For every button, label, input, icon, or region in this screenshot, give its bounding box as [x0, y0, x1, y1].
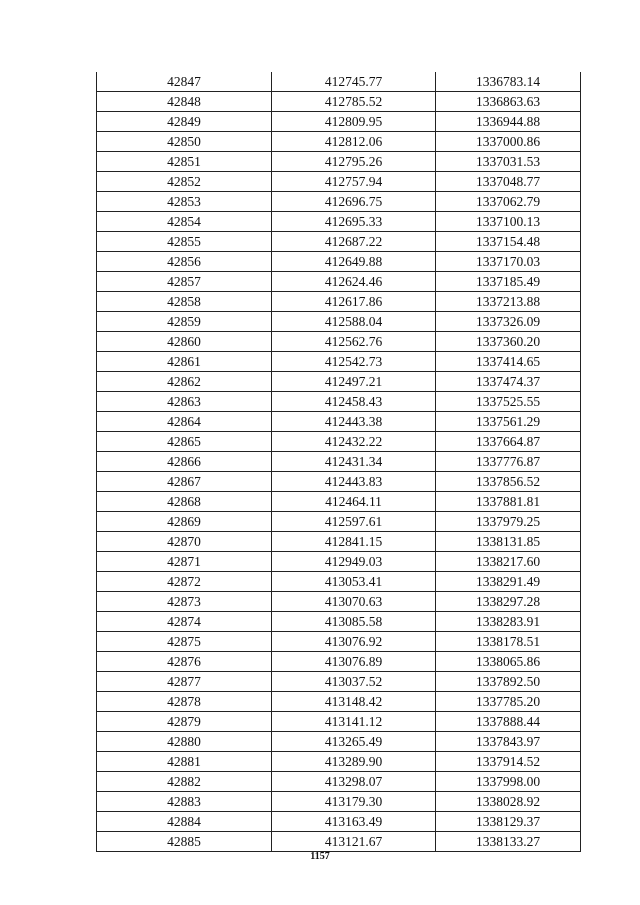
y-coordinate-cell: 1337525.55: [436, 392, 581, 412]
y-coordinate-cell: 1337048.77: [436, 172, 581, 192]
y-coordinate-cell: 1337843.97: [436, 732, 581, 752]
page-number: 1157: [310, 851, 330, 862]
point-id-cell: 42865: [97, 432, 272, 452]
point-id-cell: 42871: [97, 552, 272, 572]
y-coordinate-cell: 1338291.49: [436, 572, 581, 592]
table-row: [97, 772, 581, 792]
coordinate-table: [96, 72, 581, 852]
point-id-cell: 42848: [97, 92, 272, 112]
x-coordinate-cell: 412841.15: [272, 532, 436, 552]
y-coordinate-cell: 1337414.65: [436, 352, 581, 372]
x-coordinate-cell: 412695.33: [272, 212, 436, 232]
point-id-cell: 42856: [97, 252, 272, 272]
x-coordinate-cell: 412949.03: [272, 552, 436, 572]
table-row: [97, 612, 581, 632]
x-coordinate-cell: 412443.38: [272, 412, 436, 432]
table-row: [97, 392, 581, 412]
x-coordinate-cell: 413121.67: [272, 832, 436, 852]
x-coordinate-cell: 412497.21: [272, 372, 436, 392]
y-coordinate-cell: 1337100.13: [436, 212, 581, 232]
point-id-cell: 42880: [97, 732, 272, 752]
x-coordinate-cell: 413179.30: [272, 792, 436, 812]
table-row: [97, 512, 581, 532]
point-id-cell: 42872: [97, 572, 272, 592]
x-coordinate-cell: 413141.12: [272, 712, 436, 732]
table-row: [97, 532, 581, 552]
point-id-cell: 42855: [97, 232, 272, 252]
y-coordinate-cell: 1337474.37: [436, 372, 581, 392]
x-coordinate-cell: 412624.46: [272, 272, 436, 292]
point-id-cell: 42852: [97, 172, 272, 192]
point-id-cell: 42859: [97, 312, 272, 332]
table-row: [97, 372, 581, 392]
x-coordinate-cell: 413053.41: [272, 572, 436, 592]
x-coordinate-cell: 412597.61: [272, 512, 436, 532]
y-coordinate-cell: 1337979.25: [436, 512, 581, 532]
x-coordinate-cell: 412809.95: [272, 112, 436, 132]
x-coordinate-cell: 412617.86: [272, 292, 436, 312]
point-id-cell: 42873: [97, 592, 272, 612]
point-id-cell: 42860: [97, 332, 272, 352]
table-row: [97, 152, 581, 172]
x-coordinate-cell: 412542.73: [272, 352, 436, 372]
point-id-cell: 42862: [97, 372, 272, 392]
table-row: [97, 432, 581, 452]
y-coordinate-cell: 1337785.20: [436, 692, 581, 712]
y-coordinate-cell: 1338133.27: [436, 832, 581, 852]
table-row: [97, 132, 581, 152]
point-id-cell: 42858: [97, 292, 272, 312]
table-row: [97, 692, 581, 712]
y-coordinate-cell: 1337998.00: [436, 772, 581, 792]
point-id-cell: 42870: [97, 532, 272, 552]
point-id-cell: 42883: [97, 792, 272, 812]
table-row: [97, 292, 581, 312]
y-coordinate-cell: 1336863.63: [436, 92, 581, 112]
table-row: [97, 632, 581, 652]
table-row: [97, 212, 581, 232]
y-coordinate-cell: 1337892.50: [436, 672, 581, 692]
y-coordinate-cell: 1338131.85: [436, 532, 581, 552]
y-coordinate-cell: 1337185.49: [436, 272, 581, 292]
point-id-cell: 42850: [97, 132, 272, 152]
x-coordinate-cell: 413265.49: [272, 732, 436, 752]
y-coordinate-cell: 1337031.53: [436, 152, 581, 172]
point-id-cell: 42878: [97, 692, 272, 712]
table-row: [97, 252, 581, 272]
table-row: [97, 232, 581, 252]
table-row: [97, 492, 581, 512]
x-coordinate-cell: 413076.89: [272, 652, 436, 672]
table-row: [97, 752, 581, 772]
table-row: [97, 72, 581, 92]
x-coordinate-cell: 413298.07: [272, 772, 436, 792]
x-coordinate-cell: 413070.63: [272, 592, 436, 612]
y-coordinate-cell: 1338297.28: [436, 592, 581, 612]
y-coordinate-cell: 1337664.87: [436, 432, 581, 452]
y-coordinate-cell: 1337914.52: [436, 752, 581, 772]
x-coordinate-cell: 413289.90: [272, 752, 436, 772]
table-body: [97, 72, 581, 852]
y-coordinate-cell: 1336944.88: [436, 112, 581, 132]
table-row: [97, 412, 581, 432]
table-row: [97, 92, 581, 112]
x-coordinate-cell: 412785.52: [272, 92, 436, 112]
point-id-cell: 42854: [97, 212, 272, 232]
x-coordinate-cell: 412745.77: [272, 72, 436, 92]
x-coordinate-cell: 413037.52: [272, 672, 436, 692]
y-coordinate-cell: 1337776.87: [436, 452, 581, 472]
x-coordinate-cell: 412812.06: [272, 132, 436, 152]
x-coordinate-cell: 412687.22: [272, 232, 436, 252]
x-coordinate-cell: 412588.04: [272, 312, 436, 332]
table-row: [97, 112, 581, 132]
table-row: [97, 792, 581, 812]
point-id-cell: 42864: [97, 412, 272, 432]
y-coordinate-cell: 1338217.60: [436, 552, 581, 572]
table-row: [97, 352, 581, 372]
point-id-cell: 42857: [97, 272, 272, 292]
x-coordinate-cell: 413163.49: [272, 812, 436, 832]
y-coordinate-cell: 1337213.88: [436, 292, 581, 312]
x-coordinate-cell: 413076.92: [272, 632, 436, 652]
y-coordinate-cell: 1337170.03: [436, 252, 581, 272]
y-coordinate-cell: 1337856.52: [436, 472, 581, 492]
table-row: [97, 272, 581, 292]
table-row: [97, 572, 581, 592]
x-coordinate-cell: 412443.83: [272, 472, 436, 492]
table-row: [97, 712, 581, 732]
y-coordinate-cell: 1337888.44: [436, 712, 581, 732]
point-id-cell: 42877: [97, 672, 272, 692]
point-id-cell: 42874: [97, 612, 272, 632]
point-id-cell: 42861: [97, 352, 272, 372]
point-id-cell: 42882: [97, 772, 272, 792]
point-id-cell: 42879: [97, 712, 272, 732]
x-coordinate-cell: 412431.34: [272, 452, 436, 472]
point-id-cell: 42863: [97, 392, 272, 412]
y-coordinate-cell: 1337360.20: [436, 332, 581, 352]
point-id-cell: 42875: [97, 632, 272, 652]
x-coordinate-cell: 412562.76: [272, 332, 436, 352]
y-coordinate-cell: 1337326.09: [436, 312, 581, 332]
x-coordinate-cell: 412464.11: [272, 492, 436, 512]
point-id-cell: 42867: [97, 472, 272, 492]
table-row: [97, 452, 581, 472]
y-coordinate-cell: 1338065.86: [436, 652, 581, 672]
point-id-cell: 42876: [97, 652, 272, 672]
point-id-cell: 42884: [97, 812, 272, 832]
point-id-cell: 42869: [97, 512, 272, 532]
point-id-cell: 42849: [97, 112, 272, 132]
table-row: [97, 732, 581, 752]
table-row: [97, 192, 581, 212]
x-coordinate-cell: 413148.42: [272, 692, 436, 712]
y-coordinate-cell: 1338028.92: [436, 792, 581, 812]
y-coordinate-cell: 1336783.14: [436, 72, 581, 92]
x-coordinate-cell: 412432.22: [272, 432, 436, 452]
table-row: [97, 172, 581, 192]
y-coordinate-cell: 1337154.48: [436, 232, 581, 252]
table-row: [97, 592, 581, 612]
x-coordinate-cell: 412757.94: [272, 172, 436, 192]
point-id-cell: 42866: [97, 452, 272, 472]
y-coordinate-cell: 1338129.37: [436, 812, 581, 832]
y-coordinate-cell: 1337062.79: [436, 192, 581, 212]
table-row: [97, 332, 581, 352]
table-row: [97, 552, 581, 572]
point-id-cell: 42853: [97, 192, 272, 212]
table-row: [97, 672, 581, 692]
table-row: [97, 812, 581, 832]
x-coordinate-cell: 412649.88: [272, 252, 436, 272]
y-coordinate-cell: 1337561.29: [436, 412, 581, 432]
y-coordinate-cell: 1337881.81: [436, 492, 581, 512]
point-id-cell: 42881: [97, 752, 272, 772]
y-coordinate-cell: 1338178.51: [436, 632, 581, 652]
x-coordinate-cell: 412795.26: [272, 152, 436, 172]
x-coordinate-cell: 412458.43: [272, 392, 436, 412]
x-coordinate-cell: 413085.58: [272, 612, 436, 632]
coordinate-table-container: [96, 72, 580, 852]
table-row: [97, 832, 581, 852]
table-row: [97, 312, 581, 332]
point-id-cell: 42851: [97, 152, 272, 172]
y-coordinate-cell: 1338283.91: [436, 612, 581, 632]
table-row: [97, 652, 581, 672]
point-id-cell: 42847: [97, 72, 272, 92]
point-id-cell: 42868: [97, 492, 272, 512]
x-coordinate-cell: 412696.75: [272, 192, 436, 212]
point-id-cell: 42885: [97, 832, 272, 852]
y-coordinate-cell: 1337000.86: [436, 132, 581, 152]
table-row: [97, 472, 581, 492]
